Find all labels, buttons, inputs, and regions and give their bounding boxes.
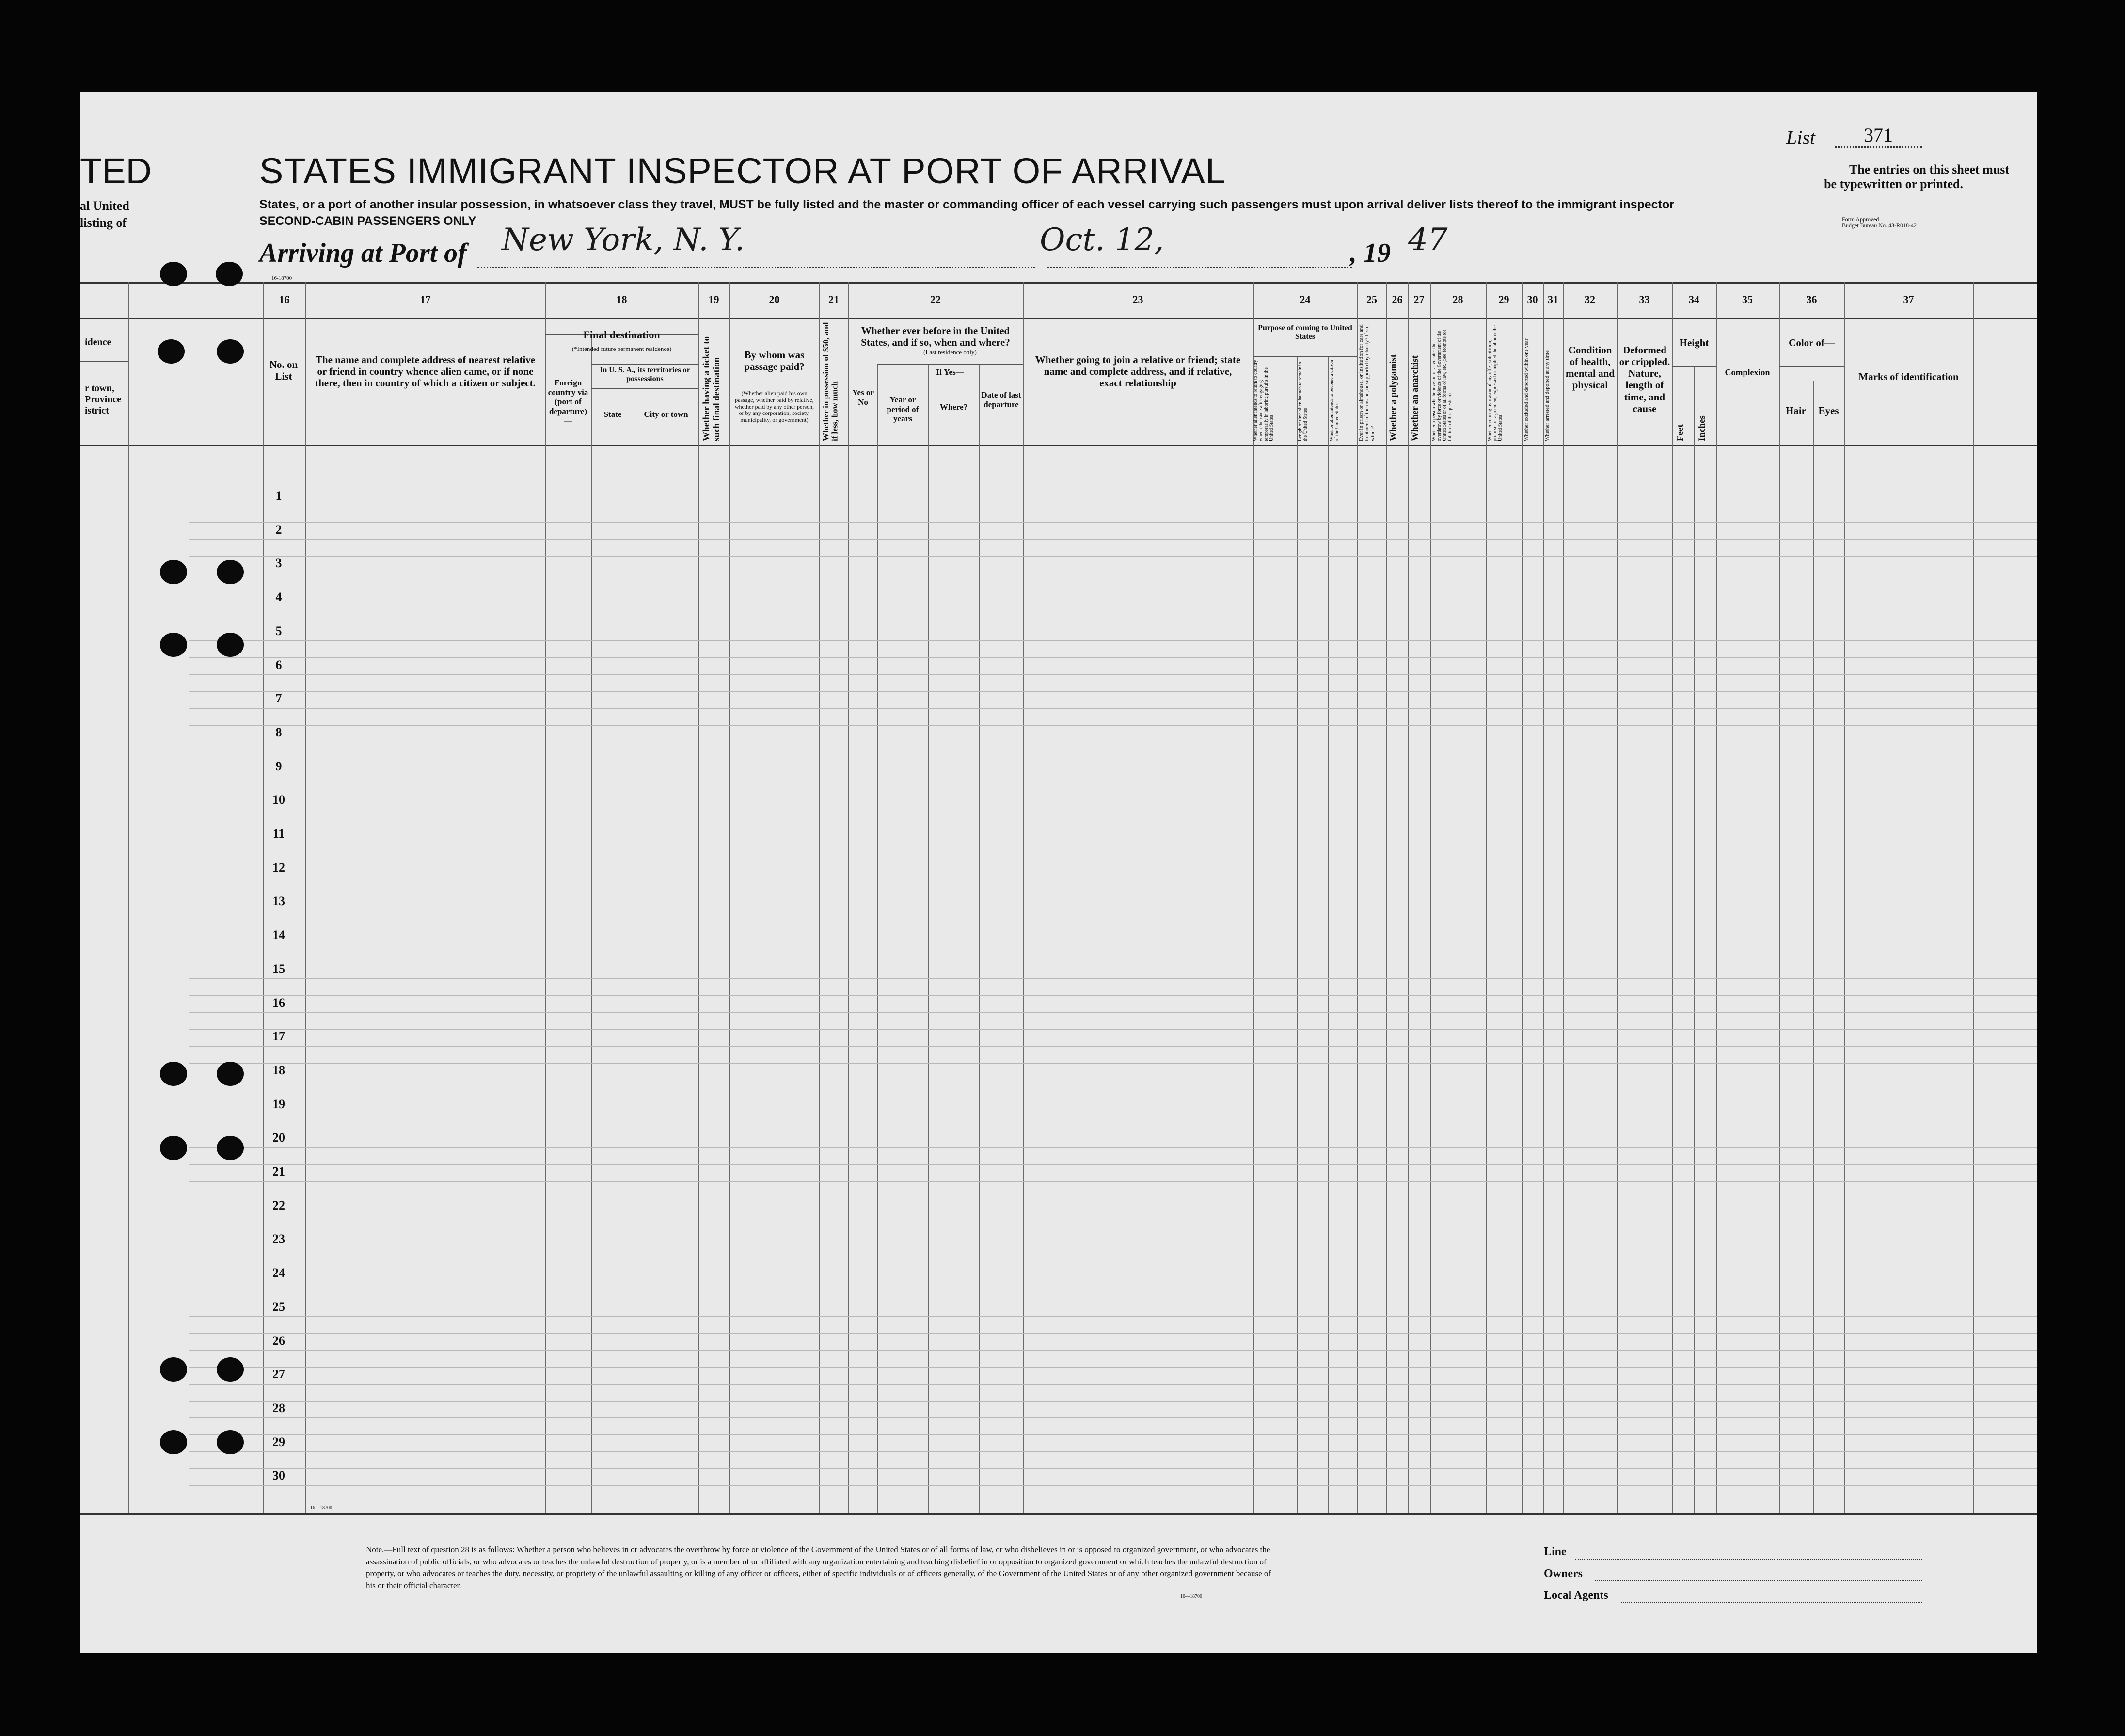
row-number: 17 [272,1029,285,1044]
row-number: 30 [272,1468,285,1483]
left-col-district: istrict [85,405,109,416]
col-header-22-where: Where? [939,402,968,412]
footnote: Note.—Full text of question 28 is as follows: Whether a person who believes in or advocates the overthrow by force or violence of the Government of the United States or of all forms of law, or who disbelieves in or is opposed to organized government, or who advocates the assassination of public officials, or who advocates or teaches the unlawful destruction of property, or is a member of or affiliated with any organization entertaining and teaching disbelief in or opposition to organized government or which teaches the unlawful destruction of property, or who advocates or teaches the duty, necessity, or propriety of the unlawful assaulting or killing of any officer or officers, either of specific individuals or of officers generally, of the Government of the United States or of any other organized government because of his or their official character. [366,1545,1271,1590]
row-number: 23 [272,1232,285,1246]
arriving-label: Arriving at Port of [259,238,467,268]
col-header-27: Whether an anarchist [1410,355,1420,441]
col-num-21: 21 [828,293,839,305]
form-code-bottom: 16—18700 [310,1505,332,1511]
line-label: Line [1544,1545,1567,1558]
ruled-line [189,1384,2037,1385]
ruled-line [189,995,2037,996]
ruled-line [189,1063,2037,1064]
col-num-28: 28 [1452,293,1463,305]
row-number: 24 [272,1266,285,1280]
col-header-24-v2: Length of time alien intends to remain in the United States [1298,362,1308,441]
punch-hole [217,1357,244,1382]
port-handwritten: New York, N. Y. [502,222,745,258]
row-number: 20 [272,1131,285,1145]
row-number: 4 [275,590,282,605]
ruled-line [189,1046,2037,1047]
col-num-37: 37 [1903,293,1914,305]
col-num-29: 29 [1498,293,1509,305]
col-header-22-sub: (Last residence only) [923,349,977,356]
row-number: 18 [272,1063,285,1077]
row-number: 22 [272,1198,285,1212]
left-col-province: Province [85,394,122,405]
col-num-27: 27 [1413,293,1425,305]
col-num-34: 34 [1689,293,1699,305]
col-header-23: Whether going to join a relative or friend; state name and complete address, and if relative, exact relationship [1035,354,1241,389]
row-number: 11 [272,827,285,841]
ruled-line [189,1147,2037,1148]
col-header-20: By whom was passage paid? [744,349,805,373]
ruled-line [189,1012,2037,1013]
ruled-line [189,1164,2037,1165]
col-num-23: 23 [1132,293,1143,305]
form-approved: Form Approved [1842,216,1879,223]
punch-hole [216,262,243,286]
row-number: 14 [272,928,285,942]
row-number: 25 [272,1299,285,1314]
col-num-33: 33 [1639,293,1650,305]
ruled-line [189,1350,2037,1351]
list-number: 371 [1835,124,1922,148]
ruled-line [189,640,2037,641]
date-handwritten: Oct. 12, [1040,222,1164,258]
col-num-26: 26 [1392,293,1403,305]
year-prefix: , 19 [1350,238,1391,268]
local-agents-field[interactable] [1621,1602,1922,1603]
col-header-34: Height [1679,337,1709,349]
ruled-line [189,1434,2037,1435]
owners-label: Owners [1544,1567,1583,1580]
col-num-35: 35 [1742,293,1753,305]
row-number: 26 [272,1333,285,1348]
footnote-code: 16—18700 [1180,1594,1202,1599]
col-header-22-yesno: Yes or No [852,388,874,407]
punch-hole [160,1430,187,1454]
typewritten-note-1: The entries on this sheet must [1849,162,2009,176]
row-number: 1 [275,489,282,503]
col-num-24: 24 [1300,293,1311,305]
col-num-22: 22 [930,293,941,305]
ruled-line [189,1451,2037,1452]
row-number: 2 [275,522,282,537]
ruled-line [189,1029,2037,1030]
col-header-18-city: City or town [644,410,688,419]
col-header-35: Complexion [1725,367,1770,377]
ruled-line [189,1485,2037,1486]
row-number: 16 [272,995,285,1010]
col-header-16: No. on List [269,359,298,382]
ruled-line [189,978,2037,979]
col-header-33: Deformed or crippled. Nature, length of time, and cause [1619,344,1670,414]
list-label: List [1786,127,1816,148]
second-cabin-label: SECOND-CABIN PASSENGERS ONLY [259,214,476,228]
ruled-line [189,657,2037,658]
col-header-22-date: Date of last departure [981,390,1021,409]
owners-field[interactable] [1595,1580,1922,1581]
row-number: 8 [275,725,282,739]
ruled-line [189,1316,2037,1317]
budget-bureau: Budget Bureau No. 43-R018-42 [1842,222,1917,229]
ruled-line [189,708,2037,709]
ruled-line [189,539,2037,540]
col-header-30: Whether excluded and deported within one year [1523,338,1529,441]
col-header-36-hair: Hair [1786,405,1806,416]
row-number: 12 [272,860,285,875]
row-number: 9 [275,759,282,773]
left-col-town: r town, [85,383,114,394]
col-header-24: Purpose of coming to United States [1258,324,1352,341]
col-header-19: Whether having a ticket to such final destination [701,336,722,441]
punch-hole [217,1062,244,1086]
row-number: 6 [275,657,282,672]
col-header-34-inches: Inches [1697,415,1707,441]
col-header-18-sub: (*Intended future permanent residence) [571,345,672,352]
col-header-18: Final destination [583,329,660,341]
punch-hole [160,1136,187,1160]
punch-hole [217,560,244,584]
col-header-17: The name and complete address of nearest relative or friend in country whence alien came, or if none there, then in country of which a citizen or subject. [315,354,536,389]
col-header-36-eyes: Eyes [1818,405,1839,416]
ruled-line [189,691,2037,692]
col-header-25: Ever in prison or almshouse, or institution for care and treatment of the insane, or supported by charity? If so, which? [1358,324,1376,441]
typewritten-note-2: be typewritten or printed. [1824,177,1963,191]
ruled-line [189,1181,2037,1182]
punch-hole [160,1357,187,1382]
left-fragment-1: al United [80,199,129,213]
row-number: 5 [275,623,282,638]
row-number: 15 [272,961,285,976]
col-header-37: Marks of identification [1858,371,1959,382]
title-fragment: TED [80,151,152,191]
punch-hole [217,1136,244,1160]
col-header-20-sub: (Whether alien paid his own passage, whether paid by relative, whether paid by any other person, or by any corporation, society, municipality, or government) [734,390,814,424]
left-fragment-2: listing of [80,216,127,230]
col-num-36: 36 [1806,293,1817,305]
row-number: 7 [275,691,282,706]
local-agents-label: Local Agents [1544,1589,1608,1602]
ruled-line [189,556,2037,557]
line-field[interactable] [1575,1559,1922,1560]
ruled-line [189,1417,2037,1418]
col-header-18-foreign: Foreign country via (port of departure)— [548,378,588,426]
col-num-18: 18 [616,293,627,305]
ruled-line [189,674,2037,675]
manifest-sheet [80,92,2037,1653]
col-header-24-v1: Whether alien intends to return to country whence he came after engaging temporarily in laboring pursuits in the United States [1253,360,1274,441]
punch-hole [217,339,244,364]
ruled-line [189,1401,2037,1402]
row-number: 19 [272,1097,285,1111]
col-header-29: Whether coming by reason of any offer, solicitation, promise, or agreement, expressed or implied, to labor in the United States [1487,325,1503,441]
row-number: 3 [275,556,282,571]
col-header-32: Condition of health, mental and physical [1566,344,1615,391]
page-title: STATES IMMIGRANT INSPECTOR AT PORT OF ARRIVAL [259,151,1226,191]
punch-hole [160,1062,187,1086]
col-header-24-v3: Whether alien intends to become a citizen of the United States [1329,360,1340,441]
ruled-line [189,725,2037,726]
col-num-30: 30 [1527,293,1538,305]
row-number: 21 [272,1164,285,1179]
col-num-25: 25 [1366,293,1377,305]
col-header-26: Whether a polygamist [1388,354,1398,441]
ruled-line [189,1367,2037,1368]
row-number: 13 [272,894,285,908]
instruction-line: States, or a port of another insular possession, in whatsoever class they travel, MUST be fully listed and the master or commanding officer of each vessel carrying such passengers must upon arrival deliver lists thereof to the immigrant inspector [259,198,1674,211]
punch-hole [160,262,187,286]
col-num-16: 16 [279,293,290,305]
col-header-31: Whether arrested and deported at any time [1544,350,1550,441]
row-number: 27 [272,1367,285,1382]
ruled-line [189,1468,2037,1469]
col-header-18-state: State [603,410,622,419]
col-header-21: Whether in possession of $50, and if less, how much [821,322,840,441]
ruled-line [189,522,2037,523]
col-header-22-year: Year or period of years [887,395,919,424]
punch-hole [160,633,187,657]
punch-hole [217,1430,244,1454]
col-num-17: 17 [420,293,431,305]
punch-hole [158,339,185,364]
col-header-34-feet: Feet [1675,424,1685,441]
col-header-22: Whether ever before in the United States, and if so, when and where? [861,325,1010,349]
col-num-19: 19 [708,293,719,305]
col-header-36: Color of— [1789,337,1835,349]
punch-hole [217,633,244,657]
col-header-22-ifyes: If Yes— [936,367,964,377]
year-handwritten: 47 [1408,222,1448,258]
row-number: 28 [272,1401,285,1415]
row-number: 29 [272,1434,285,1449]
col-num-31: 31 [1548,293,1558,305]
punch-hole [160,560,187,584]
col-num-20: 20 [769,293,780,305]
col-header-28: Whether a person who believes in or advocates the overthrow by force or violence of the Government of the United States or of all forms of law, etc. (See footnote for full text of this question) [1431,329,1453,441]
col-num-32: 32 [1585,293,1595,305]
ruled-line [189,1333,2037,1334]
left-col-residence: idence [85,337,111,348]
form-code: 16-18700 [271,275,292,281]
col-header-18-usa: In U. S. A., its territories or possessions [600,366,690,383]
row-number: 10 [272,793,285,807]
